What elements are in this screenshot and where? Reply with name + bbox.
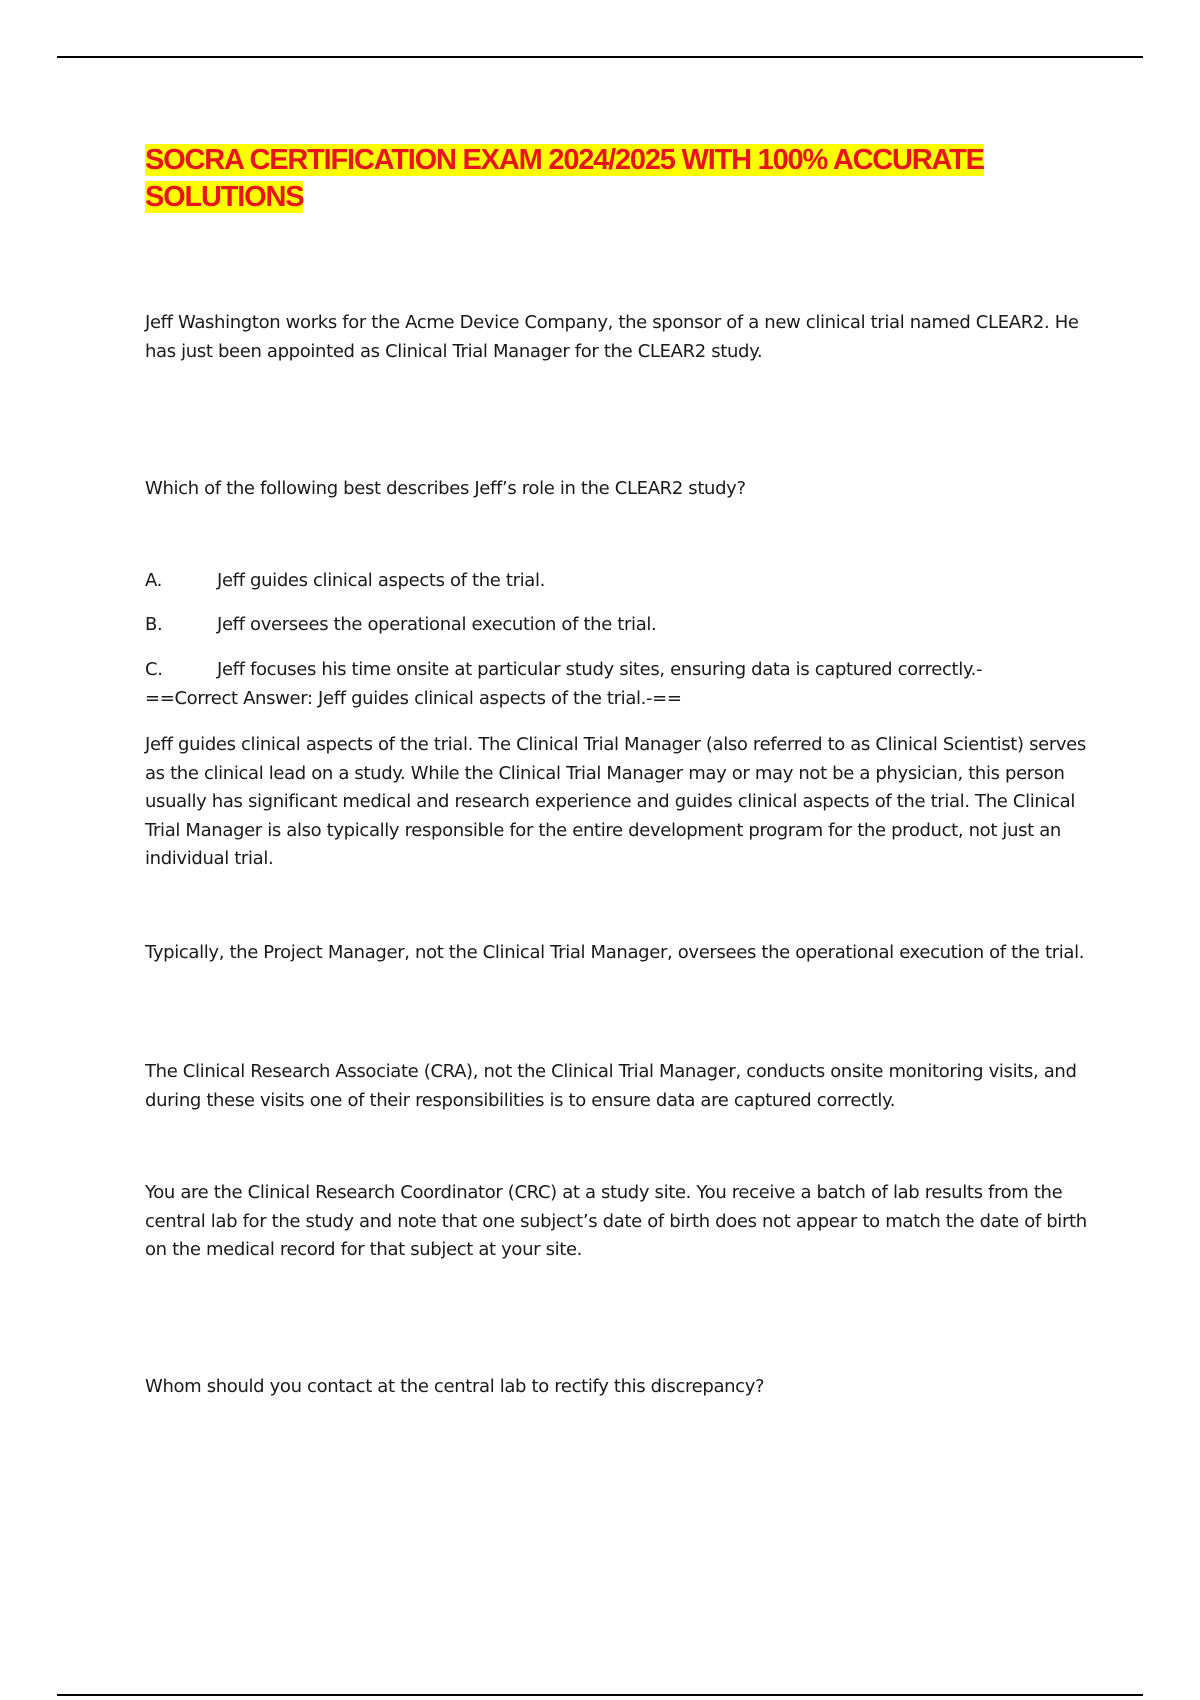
- title-highlight: SOCRA CERTIFICATION EXAM 2024/2025 WITH 100% ACCURATE SOLUTIONS: [145, 144, 984, 213]
- option-b-letter: B.: [145, 614, 163, 635]
- option-b-text: Jeff oversees the operational execution of the trial.: [217, 614, 657, 635]
- explanation-paragraph-1: Jeff guides clinical aspects of the trial. The Clinical Trial Manager (also referred to as Clinical Scientist) serves as the clinical lead on a study. While the Clinical Trial Manager may or may not be a physician, this person usually has significant medical and research experience and guides clinical aspects of the trial. The Clinical Trial Manager is also typically responsible for the entire development program for the product, not just an individual trial.: [145, 734, 1086, 869]
- option-a: [145, 567, 1090, 595]
- option-a-text: Jeff guides clinical aspects of the trial.: [217, 570, 545, 591]
- option-a-letter: A.: [145, 570, 163, 591]
- option-c: [145, 656, 1090, 684]
- option-b: [145, 611, 1090, 639]
- scenario-paragraph-2: You are the Clinical Research Coordinator (CRC) at a study site. You receive a batch of lab results from the central lab for the study and note that one subject’s date of birth does not appear to match the date of birth on the medical record for that subject at your site.: [145, 1182, 1087, 1260]
- correct-answer: ==Correct Answer: Jeff guides clinical aspects of the trial.-==: [145, 688, 682, 709]
- option-c-letter: C.: [145, 659, 163, 680]
- document-title: [145, 142, 1090, 216]
- explanation-paragraph-3: The Clinical Research Associate (CRA), not the Clinical Trial Manager, conducts onsite monitoring visits, and during these visits one of their responsibilities is to ensure data are captured correctly.: [145, 1061, 1077, 1111]
- scenario-paragraph-1: Jeff Washington works for the Acme Device Company, the sponsor of a new clinical trial named CLEAR2. He has just been appointed as Clinical Trial Manager for the CLEAR2 study.: [145, 312, 1079, 362]
- top-rule: [57, 56, 1143, 58]
- option-c-text: Jeff focuses his time onsite at particular study sites, ensuring data is captured correctly.-: [217, 659, 983, 680]
- question-1: Which of the following best describes Jeff’s role in the CLEAR2 study?: [145, 478, 746, 499]
- bottom-rule: [57, 1694, 1143, 1696]
- explanation-paragraph-2: Typically, the Project Manager, not the Clinical Trial Manager, oversees the operational execution of the trial.: [145, 942, 1085, 963]
- question-2: Whom should you contact at the central lab to rectify this discrepancy?: [145, 1376, 765, 1397]
